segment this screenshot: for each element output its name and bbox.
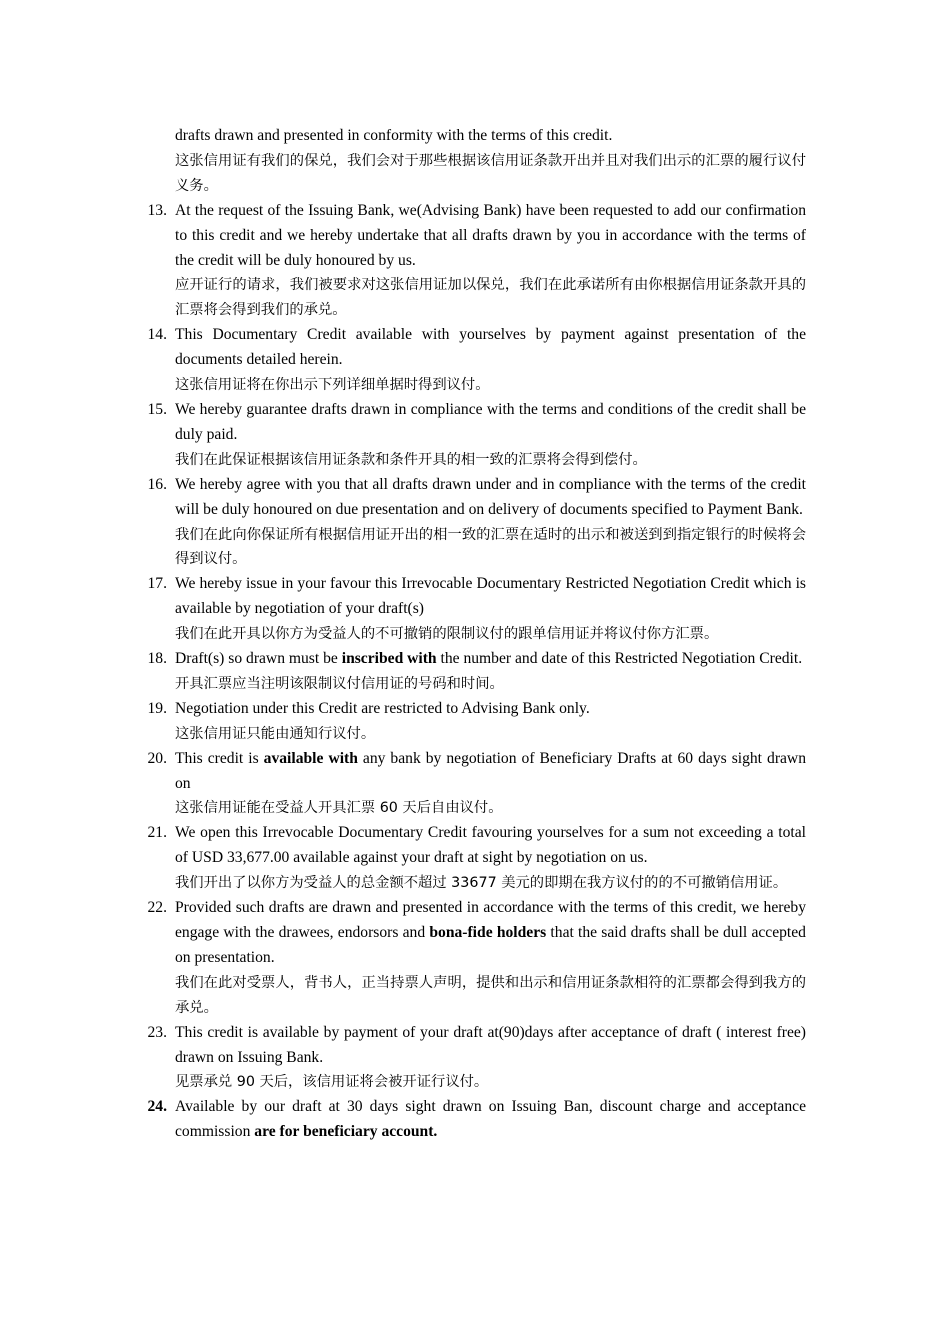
clause-chinese-text: 我们在此开具以你方为受益人的不可撤销的限制议付的跟单信用证并将议付你方汇票。 xyxy=(175,626,719,643)
clause-number: 24. xyxy=(147,1098,167,1116)
clause-number: 17. xyxy=(147,575,167,593)
clause-english-text: This Documentary Credit available with yourselves by payment against presentation of the documents detailed herein. xyxy=(175,326,806,369)
clause-number: 13. xyxy=(147,201,167,219)
clause-chinese-text: 见票承兑 90 天后，该信用证将会被开证行议付。 xyxy=(175,1074,489,1091)
clause-english-text: We open this Irrevocable Documentary Credit favouring yourselves for a sum not exceeding a total of USD 33,677.00 available against your draft at sight by negotiation on us. xyxy=(175,824,806,867)
clause-english-text: Draft(s) so drawn must be inscribed with the number and date of this Restricted Negotiation Credit. xyxy=(175,650,803,668)
clause-18 xyxy=(147,647,806,697)
clause-21 xyxy=(147,821,806,896)
intro-english-text: drafts drawn and presented in conformity with the terms of this credit. xyxy=(175,127,613,144)
clause-20 xyxy=(147,747,806,822)
clause-chinese-text: 我们开出了以你方为受益人的总金额不超过 33677 美元的即期在我方议付的的不可撤销信用证。 xyxy=(175,875,788,892)
clause-number: 16. xyxy=(147,475,167,493)
clause-chinese-text: 我们在此对受票人，背书人，正当持票人声明，提供和出示和信用证条款相符的汇票都会得到我方的承兑。 xyxy=(175,974,806,1016)
clause-english-text: We hereby agree with you that all drafts drawn under and in compliance with the terms of the credit will be duly honoured on due presentation and on delivery of documents specified to Payment Bank. xyxy=(175,475,806,518)
clause-number: 14. xyxy=(147,326,167,344)
clause-chinese-text: 这张信用证能在受益人开具汇票 60 天后自由议付。 xyxy=(175,800,503,817)
clause-number: 22. xyxy=(147,899,167,917)
clause-13 xyxy=(147,199,806,324)
clause-english-text: Available by our draft at 30 days sight drawn on Issuing Ban, discount charge and acceptance commission are for beneficiary account. xyxy=(175,1098,806,1141)
clause-15 xyxy=(147,398,806,473)
intro-paragraph xyxy=(175,124,806,199)
clause-number: 20. xyxy=(147,749,167,767)
clause-chinese-text: 开具汇票应当注明该限制议付信用证的号码和时间。 xyxy=(175,675,504,692)
clause-chinese-text: 这张信用证只能由通知行议付。 xyxy=(175,725,376,742)
clause-chinese-text: 我们在此向你保证所有根据信用证开出的相一致的汇票在适时的出示和被送到到指定银行的时候将会得到议付。 xyxy=(175,526,806,568)
document-body xyxy=(147,124,806,1145)
clause-14 xyxy=(147,323,806,398)
clause-number: 21. xyxy=(147,824,167,842)
bold-phrase: bona-fide holders xyxy=(429,924,547,941)
clause-english-text: We hereby issue in your favour this Irrevocable Documentary Restricted Negotiation Credit which is available by negotiation of your draft(s) xyxy=(175,575,806,618)
intro-chinese-text: 这张信用证有我们的保兑，我们会对于那些根据该信用证条款开出并且对我们出示的汇票的履行议付义务。 xyxy=(175,152,806,194)
clause-english-text: Negotiation under this Credit are restricted to Advising Bank only. xyxy=(175,699,590,717)
clause-english-text: This credit is available by payment of your draft at(90)days after acceptance of draft ( interest free) drawn on Issuing Bank. xyxy=(175,1023,806,1066)
clause-16 xyxy=(147,473,806,573)
clause-number: 23. xyxy=(147,1023,167,1041)
clause-chinese-text: 我们在此保证根据该信用证条款和条件开具的相一致的汇票将会得到偿付。 xyxy=(175,451,647,468)
clause-17 xyxy=(147,572,806,647)
bold-phrase: available with xyxy=(263,749,358,767)
clause-number: 19. xyxy=(147,699,167,717)
clause-23 xyxy=(147,1021,806,1096)
clause-chinese-text: 这张信用证将在你出示下列详细单据时得到议付。 xyxy=(175,377,490,394)
clause-19 xyxy=(147,697,806,747)
bold-phrase: are for beneficiary account. xyxy=(254,1123,438,1141)
clause-english-text: This credit is available with any bank by negotiation of Beneficiary Drafts at 60 days sight drawn on xyxy=(175,749,806,792)
clause-english-text: We hereby guarantee drafts drawn in compliance with the terms and conditions of the credit shall be duly paid. xyxy=(175,400,806,443)
clause-chinese-text: 应开证行的请求，我们被要求对这张信用证加以保兑，我们在此承诺所有由你根据信用证条款开具的汇票将会得到我们的承兑。 xyxy=(175,277,806,319)
bold-phrase: inscribed with xyxy=(341,650,437,668)
clause-english-text: Provided such drafts are drawn and presented in accordance with the terms of this credit, we hereby engage with the drawees, endorsors and bona-fide holders that the said drafts shall be dull accepted on presentation. xyxy=(175,899,806,966)
clause-english-text: At the request of the Issuing Bank, we(Advising Bank) have been requested to add our confirmation to this credit and we hereby undertake that all drafts drawn by you in accordance with the terms of the credit will be duly honoured by us. xyxy=(175,201,806,269)
clause-number: 18. xyxy=(147,650,167,668)
clause-24 xyxy=(147,1095,806,1145)
clause-22 xyxy=(147,896,806,1021)
clause-number: 15. xyxy=(147,400,167,418)
